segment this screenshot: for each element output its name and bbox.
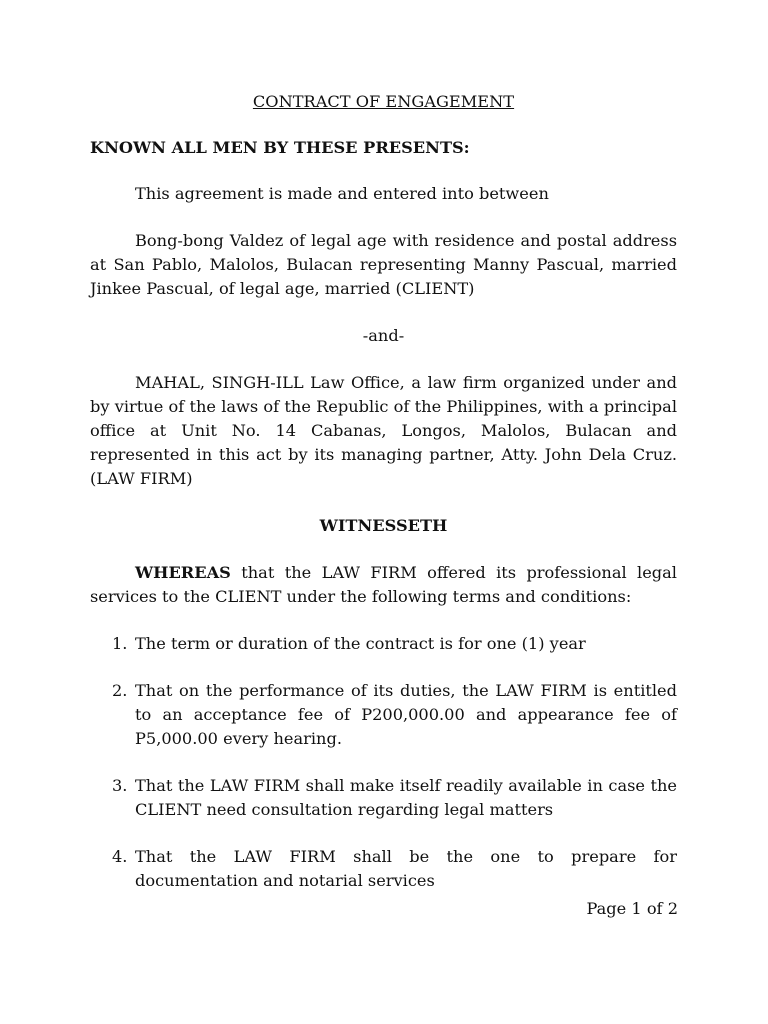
law-firm-party-paragraph: MAHAL, SINGH-ILL Law Office, a law firm organized under and by virtue of the laws of the Republic of the Philippines, with a principal office at Unit No. 14 Cabanas, Longos, Malolos, Bulacan and represented in this act by its managing partner, Atty. John Dela Cruz. (LAW FIRM) xyxy=(90,373,677,488)
list-item-text: That the LAW FIRM shall be the one to prepare for documentation and notarial services xyxy=(135,847,677,890)
terms-list xyxy=(90,632,677,893)
list-item-text: That the LAW FIRM shall make itself readily available in case the CLIENT need consultation regarding legal matters xyxy=(135,776,677,819)
and-separator: -and- xyxy=(362,326,405,345)
list-item xyxy=(90,845,677,893)
list-item-text: The term or duration of the contract is for one (1) year xyxy=(135,634,586,653)
whereas-text: that the LAW FIRM offered its professional legal services to the CLIENT under the following terms and conditions: xyxy=(90,563,677,606)
list-item-number: 4. xyxy=(112,847,128,866)
page-indicator: Page 1 of 2 xyxy=(586,899,678,918)
whereas-paragraph xyxy=(90,561,677,609)
list-item-number: 2. xyxy=(112,681,128,700)
intro-paragraph: This agreement is made and entered into between xyxy=(135,184,549,203)
list-item xyxy=(90,632,677,656)
list-item xyxy=(90,679,677,751)
list-item-text: That on the performance of its duties, the LAW FIRM is entitled to an acceptance fee of P200,000.00 and appearance fee of P5,000.00 every hearing. xyxy=(135,681,677,748)
list-item xyxy=(90,774,677,822)
opening-heading: KNOWN ALL MEN BY THESE PRESENTS: xyxy=(90,138,470,157)
client-party-paragraph: Bong-bong Valdez of legal age with residence and postal address at San Pablo, Malolos, Bulacan representing Manny Pascual, married Jinkee Pascual, of legal age, married (CLIENT) xyxy=(90,231,677,298)
list-item-number: 3. xyxy=(112,776,128,795)
whereas-keyword: WHEREAS xyxy=(135,563,231,582)
document-page xyxy=(90,90,677,916)
list-item-number: 1. xyxy=(112,634,128,653)
witnesseth-heading: WITNESSETH xyxy=(319,516,448,535)
document-title: CONTRACT OF ENGAGEMENT xyxy=(252,92,515,111)
